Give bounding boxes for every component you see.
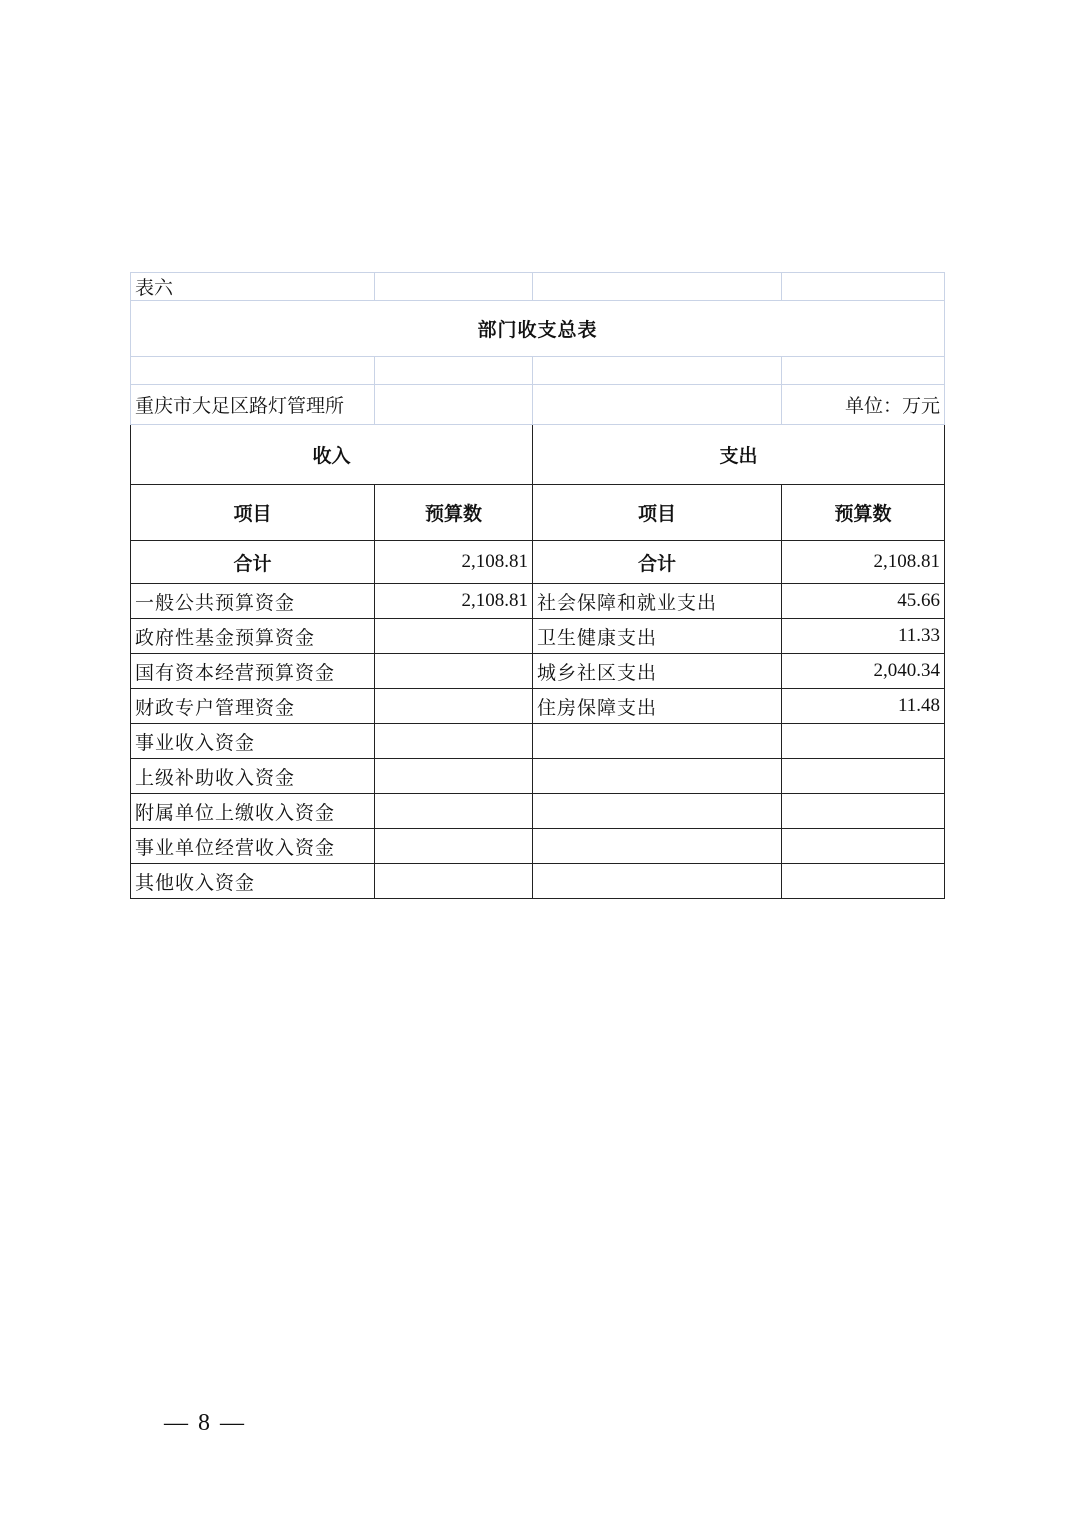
income-item: 政府性基金预算资金 bbox=[131, 619, 375, 654]
expense-item bbox=[533, 864, 782, 899]
spacer-row bbox=[131, 357, 945, 385]
expense-value bbox=[782, 724, 945, 759]
income-value: 2,108.81 bbox=[375, 584, 533, 619]
title-row bbox=[131, 301, 945, 357]
expense-item-header: 项目 bbox=[533, 485, 782, 541]
expense-item: 卫生健康支出 bbox=[533, 619, 782, 654]
income-value bbox=[375, 864, 533, 899]
expense-value bbox=[782, 794, 945, 829]
income-value bbox=[375, 689, 533, 724]
unit-label: 单位：万元 bbox=[782, 385, 945, 425]
expense-budget-header: 预算数 bbox=[782, 485, 945, 541]
expense-value: 2,040.34 bbox=[782, 654, 945, 689]
expense-total-label: 合计 bbox=[533, 541, 782, 584]
table-row bbox=[131, 864, 945, 899]
expense-item: 社会保障和就业支出 bbox=[533, 584, 782, 619]
table-row bbox=[131, 759, 945, 794]
income-value bbox=[375, 654, 533, 689]
budget-summary-table bbox=[130, 272, 945, 899]
income-value bbox=[375, 619, 533, 654]
income-total-value: 2,108.81 bbox=[375, 541, 533, 584]
column-header-row bbox=[131, 485, 945, 541]
table-row bbox=[131, 619, 945, 654]
label-row bbox=[131, 273, 945, 301]
table-row bbox=[131, 829, 945, 864]
total-row bbox=[131, 541, 945, 584]
income-value bbox=[375, 829, 533, 864]
page-number: — 8 — bbox=[164, 1410, 246, 1436]
income-item: 其他收入资金 bbox=[131, 864, 375, 899]
table-row bbox=[131, 689, 945, 724]
expense-item bbox=[533, 724, 782, 759]
expense-value: 45.66 bbox=[782, 584, 945, 619]
expense-value: 11.48 bbox=[782, 689, 945, 724]
income-item: 上级补助收入资金 bbox=[131, 759, 375, 794]
table-label: 表六 bbox=[131, 273, 375, 301]
expense-item: 住房保障支出 bbox=[533, 689, 782, 724]
income-item-header: 项目 bbox=[131, 485, 375, 541]
income-item: 财政专户管理资金 bbox=[131, 689, 375, 724]
expense-value bbox=[782, 759, 945, 794]
expense-item bbox=[533, 759, 782, 794]
income-value bbox=[375, 724, 533, 759]
org-row bbox=[131, 385, 945, 425]
table-row bbox=[131, 584, 945, 619]
income-budget-header: 预算数 bbox=[375, 485, 533, 541]
table-row bbox=[131, 794, 945, 829]
income-item: 国有资本经营预算资金 bbox=[131, 654, 375, 689]
income-header: 收入 bbox=[131, 425, 533, 485]
expense-item: 城乡社区支出 bbox=[533, 654, 782, 689]
income-total-label: 合计 bbox=[131, 541, 375, 584]
income-value bbox=[375, 794, 533, 829]
expense-item bbox=[533, 829, 782, 864]
expense-value bbox=[782, 829, 945, 864]
organization-name: 重庆市大足区路灯管理所 bbox=[131, 385, 375, 425]
expense-header: 支出 bbox=[533, 425, 945, 485]
table-row bbox=[131, 654, 945, 689]
section-header-row bbox=[131, 425, 945, 485]
expense-value bbox=[782, 864, 945, 899]
income-item: 一般公共预算资金 bbox=[131, 584, 375, 619]
table-row bbox=[131, 724, 945, 759]
income-item: 附属单位上缴收入资金 bbox=[131, 794, 375, 829]
page-title: 部门收支总表 bbox=[131, 301, 945, 357]
expense-total-value: 2,108.81 bbox=[782, 541, 945, 584]
income-item: 事业单位经营收入资金 bbox=[131, 829, 375, 864]
income-item: 事业收入资金 bbox=[131, 724, 375, 759]
expense-value: 11.33 bbox=[782, 619, 945, 654]
expense-item bbox=[533, 794, 782, 829]
income-value bbox=[375, 759, 533, 794]
